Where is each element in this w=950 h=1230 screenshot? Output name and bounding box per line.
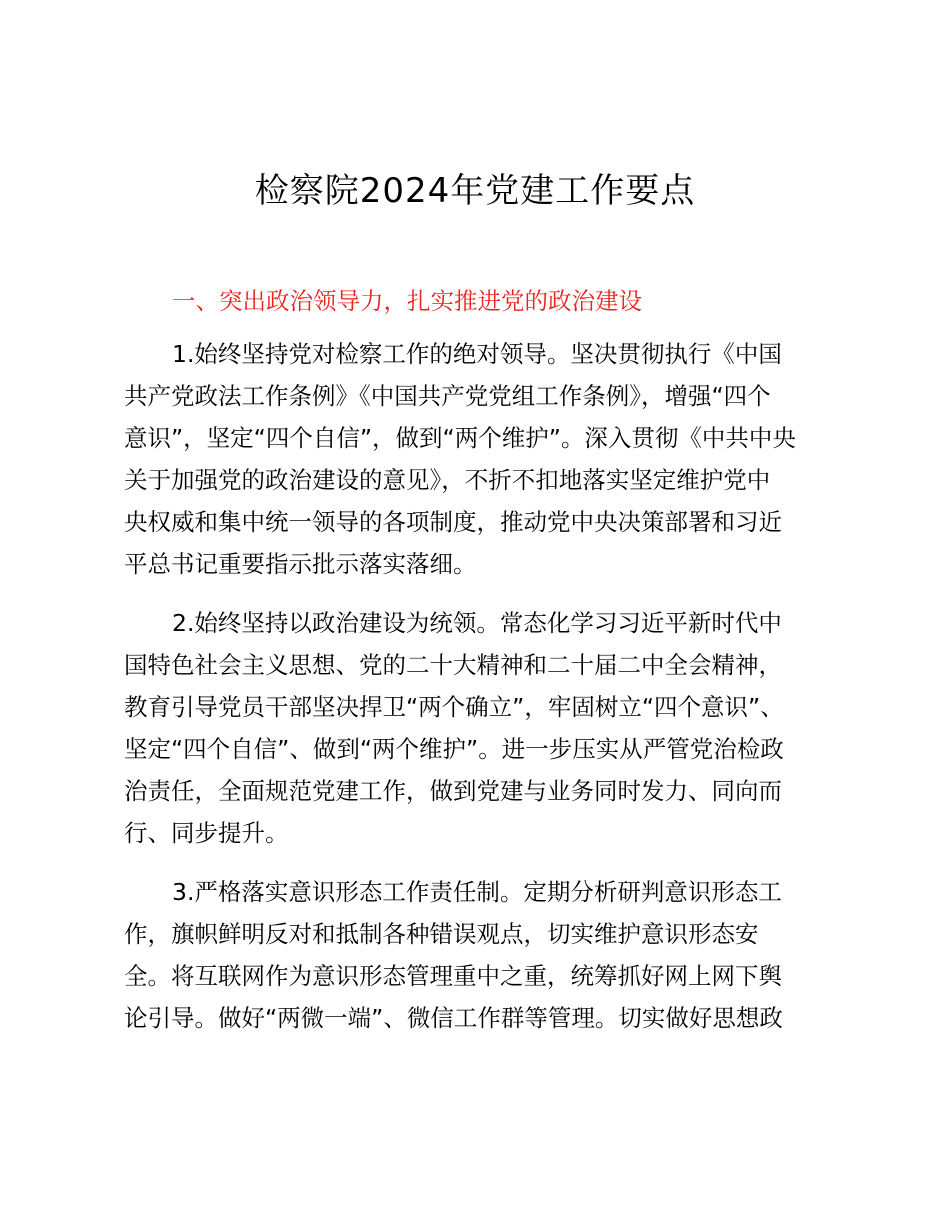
paragraph-2-line-5: 治责任，全面规范党建工作，做到党建与业务同时发力、同向而 <box>124 777 782 805</box>
paragraph-1-line-6: 平总书记重要指示批示落实落细。 <box>124 550 477 578</box>
paragraph-2-line-3: 教育引导党员干部坚决捍卫“两个确立”，牢固树立“四个意识”、 <box>124 693 784 721</box>
paragraph-1-line-4: 关于加强党的政治建设的意见》，不折不扣地落实坚定维护党中 <box>124 466 771 494</box>
paragraph-3-line-4: 论引导。做好“两微一端”、微信工作群等管理。切实做好思想政 <box>124 1004 783 1032</box>
paragraph-2-line-1: 2.始终坚持以政治建设为统领。常态化学习习近平新时代中 <box>172 609 782 637</box>
paragraph-2-line-4: 坚定“四个自信”、做到“两个维护”。进一步压实从严管党治检政 <box>124 735 784 763</box>
paragraph-2-line-6: 行、同步提升。 <box>124 819 289 847</box>
document-title: 检察院2024年党建工作要点 <box>254 171 696 211</box>
paragraph-1-line-5: 央权威和集中统一领导的各项制度，推动党中央决策部署和习近 <box>124 508 782 536</box>
paragraph-3-line-2: 作，旗帜鲜明反对和抵制各种错误观点，切实维护意识形态安 <box>124 920 759 948</box>
paragraph-3-line-3: 全。将互联网作为意识形态管理重中之重，统筹抓好网上网下舆 <box>124 962 782 990</box>
paragraph-1-line-3: 意识”，坚定“四个自信”，做到“两个维护”。深入贯彻《中共中央 <box>124 424 796 452</box>
paragraph-1-line-2: 共产党政法工作条例》《中国共产党党组工作条例》，增强“四个 <box>124 382 771 410</box>
paragraph-1-line-1: 1.始终坚持党对检察工作的绝对领导。坚决贯彻执行《中国 <box>172 340 782 368</box>
section-heading: 一、突出政治领导力，扎实推进党的政治建设 <box>172 287 642 315</box>
paragraph-2-line-2: 国特色社会主义思想、党的二十大精神和二十届二中全会精神， <box>124 651 782 679</box>
paragraph-3-line-1: 3.严格落实意识形态工作责任制。定期分析研判意识形态工 <box>172 878 782 906</box>
